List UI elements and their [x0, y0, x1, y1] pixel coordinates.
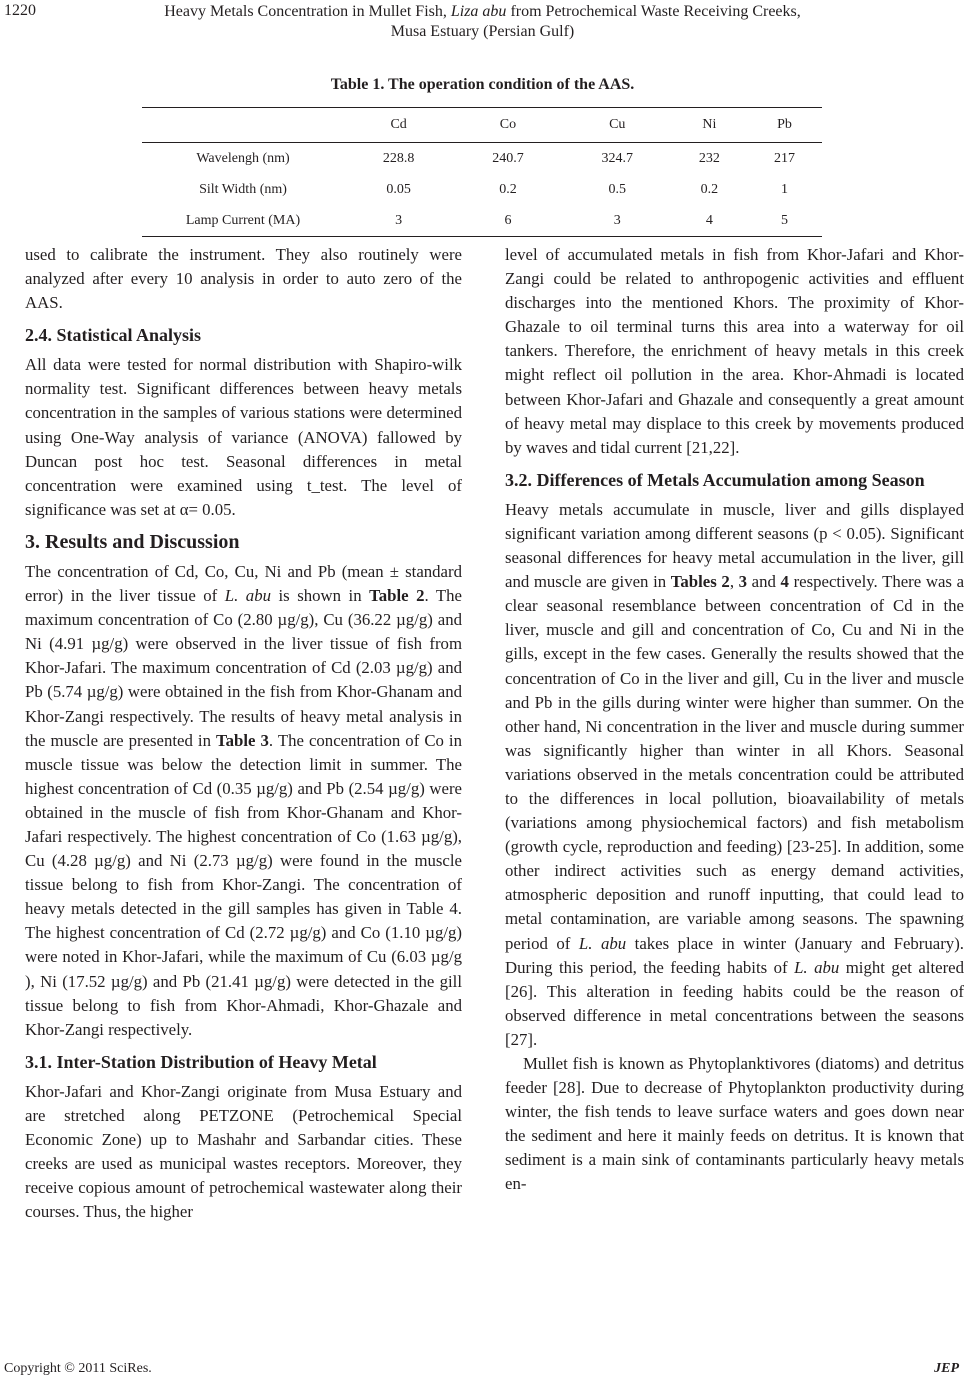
footer-copyright: Copyright © 2011 SciRes.	[4, 1361, 152, 1376]
species-name: L. abu	[224, 586, 271, 606]
table-header-cell	[142, 108, 344, 143]
table-cell: 3	[563, 205, 672, 237]
table-cell: 217	[773, 150, 795, 166]
table-header-cell: Ni	[672, 108, 747, 143]
table-cell: 0.2	[700, 181, 719, 197]
paragraph: All data were tested for normal distribution with Shapiro-wilk normality test. Significant differences between heavy metals concentration in the samples of various stations were determined using One-Way analysis of variance (ANOVA) fallowed by Duncan post hoc test. Seasonal differences in metal concentration were examined using t_test. The level of significance was set at α= 0.05.	[25, 355, 462, 519]
species-name: L. abu	[578, 933, 627, 953]
table-cell: 0.2	[499, 181, 517, 197]
table-cell: 232	[698, 150, 720, 166]
table-cell: 240.7	[492, 150, 524, 166]
table-cell: 5	[747, 205, 822, 237]
page-number: 1220	[4, 2, 36, 19]
text-run: and	[747, 572, 781, 592]
paragraph: Mullet fish is known as Phytoplanktivores (diatoms) and detritus feeder [28]. Due to decrease of Phytoplankton productivity during winter, the fish tends to leave surface waters and goes down near the sediment and here it mainly feeds on detritus. It is known that sediment is a main sink of contaminants particularly heavy metals en-	[505, 1054, 964, 1194]
row-label: Silt Width (nm)	[199, 181, 287, 197]
table-cell: 1	[780, 181, 788, 197]
running-title-species: Liza abu	[450, 3, 507, 20]
table-cell: 4	[672, 205, 747, 237]
text-run: . The concentration of Co in muscle tissue was below the detection limit in summer. The highest concentration of Cd (0.35 µg/g) and Pb (2.54 µg/g) were obtained in the muscle of fish from Khor-Ghanam and Khor-Jafari respectively. The highest concentration of Co (1.63 µg/g), Cu (4.28 µg/g) and Ni (2.73 µg/g) were found in the muscle tissue belong to fish from Khor-Zangi. The concentration of heavy metals detected in the gill samples has given in Table 4. The highest concentration of Cd (2.72 µg/g) and Co (1.10 µg/g) were noted in Khor-Jafari, while the maximum of Cu (6.03 µg/g ), Ni (17.52 µg/g) and Pb (21.41 µg/g) were detected in the gill tissue belong to fish from Khor-Ahmadi, Khor-Ghazale and Khor-Zangi respectively.	[25, 730, 462, 1039]
table-cell: 0.5	[608, 181, 626, 197]
paragraph: level of accumulated metals in fish from Khor-Jafari and Khor-Zangi could be related to anthropogenic activities and effluent discharges into the mentioned Khors. The proximity of Khor-Ghazale to oil terminal turns this area into a waterway for oil tankers. Therefore, the enrichment of heavy metals in this creek might reflect oil pollution in the area. Khor-Ahmadi is located between Khor-Jafari and Ghazale and consequently a great amount of heavy metal may displace to this creek by movements produced by waves and tidal current [21,22].	[505, 245, 964, 457]
text-run: takes place in winter (January and February). During this period, the feeding habits of	[505, 933, 964, 977]
paragraph: Khor-Jafari and Khor-Zangi originate from Musa Estuary and are stretched along PETZONE (Petrochemical Special Economic Zone) up to Mashahr and Sarbandar cities. These creeks are used as municipal wastes receptors. Moreover, they receive copious amount of petrochemical wastewater along their courses. Thus, the higher	[25, 1081, 462, 1222]
table-header-cell: Pb	[747, 108, 822, 143]
row-label: Wavelengh (nm)	[196, 150, 290, 166]
table-caption: Table 1. The operation condition of the AAS.	[330, 76, 635, 93]
table-cell: 0.05	[386, 181, 411, 197]
table-cell: 3	[344, 205, 453, 237]
running-head	[0, 2, 965, 42]
paragraph	[25, 560, 462, 1042]
table-row	[142, 174, 822, 205]
table-cell: 324.7	[601, 150, 633, 166]
table-header-cell: Cd	[344, 108, 453, 143]
table-header-row	[142, 108, 822, 143]
footer-journal: JEP	[934, 1361, 959, 1376]
text-run: is shown in	[270, 586, 370, 606]
left-column	[25, 243, 462, 1224]
table-cell: 6	[453, 205, 562, 237]
row-label: Lamp Current (MA)	[142, 205, 344, 237]
section-heading-statistical-analysis: 2.4. Statistical Analysis	[25, 325, 202, 346]
paragraph: used to calibrate the instrument. They also routinely were analyzed after every 10 analysis in order to auto zero of the AAS.	[25, 245, 462, 313]
table-reference: 3	[738, 572, 748, 592]
table-cell: 228.8	[382, 150, 415, 166]
table-reference: Table 3	[216, 730, 269, 750]
paragraph	[505, 498, 964, 1052]
table-row	[142, 205, 822, 237]
species-name: L. abu	[794, 957, 840, 977]
table-reference: 4	[780, 572, 789, 592]
text-run: might get altered [26]. This alteration in feeding habits could be the reason of observed difference in metal concentrations between the seasons [27].	[505, 957, 965, 1049]
text-run: . The maximum concentration of Co (2.80 µg/g), Cu (36.22 µg/g) and Ni (4.91 µg/g) were observed in the liver tissue of fish from Khor-Jafari. The maximum concentration of Cd (2.03 µg/g) and Pb (5.74 µg/g) were obtained in the fish from Khor-Ghanam and Khor-Zangi respectively. The results of heavy metal analysis in the muscle are presented in	[25, 586, 462, 750]
running-title-line2: Musa Estuary (Persian Gulf)	[390, 23, 575, 40]
text-run: ,	[729, 572, 739, 592]
text-run: Heavy metals accumulate in muscle, liver and gills displayed significant variation among different seasons (p < 0.05). Significant seasonal differences for heavy metal accumulation in the liver, gill and muscle are given in	[505, 499, 964, 592]
section-heading-seasonal-differences: 3.2. Differences of Metals Accumulation among Season	[505, 469, 925, 490]
table-reference: Tables 2	[670, 572, 730, 592]
aas-operation-table	[142, 107, 822, 237]
section-heading-results: 3. Results and Discussion	[25, 530, 240, 553]
running-title-pre: Heavy Metals Concentration in Mullet Fish,	[164, 3, 451, 20]
section-heading-inter-station: 3.1. Inter-Station Distribution of Heavy Metal	[25, 1051, 377, 1072]
table-row	[142, 143, 822, 175]
right-column	[505, 243, 964, 1197]
table-reference: Table 2	[369, 586, 425, 606]
table-header-cell: Cu	[563, 108, 672, 143]
table-header-cell: Co	[453, 108, 562, 143]
text-run: respectively. There was a clear seasonal resemblance between concentration of Cd in the liver, muscle and gill and concentration of Co, Cu and Ni in the gills, except in the few cases. Generally the results showed that the concentration of Co in the liver and gill, Cu in the liver and muscle and Pb in the gills during winter were higher than summer. On the other hand, Ni concentration in the liver and muscle during summer was significantly higher than winter in all Khors. Seasonal variations observed in the metals concentration could be attributed to the differences in local pollution, bioavailability of metals (variations among physiochemical factors) and fish metabolism (growth cycle, reproduction and feeding) [23-25]. In addition, some other indirect activities such as energy demand activities, atmospheric deposition and runoff inputting, that could lead to metal contamination, are variable among seasons. The spawning period of	[505, 572, 965, 953]
running-title-post: from Petrochemical Waste Receiving Creeks,	[506, 3, 801, 20]
text-run: The concentration of Cd, Co, Cu, Ni and Pb (mean ± standard error) in the liver tissue of	[25, 561, 462, 606]
